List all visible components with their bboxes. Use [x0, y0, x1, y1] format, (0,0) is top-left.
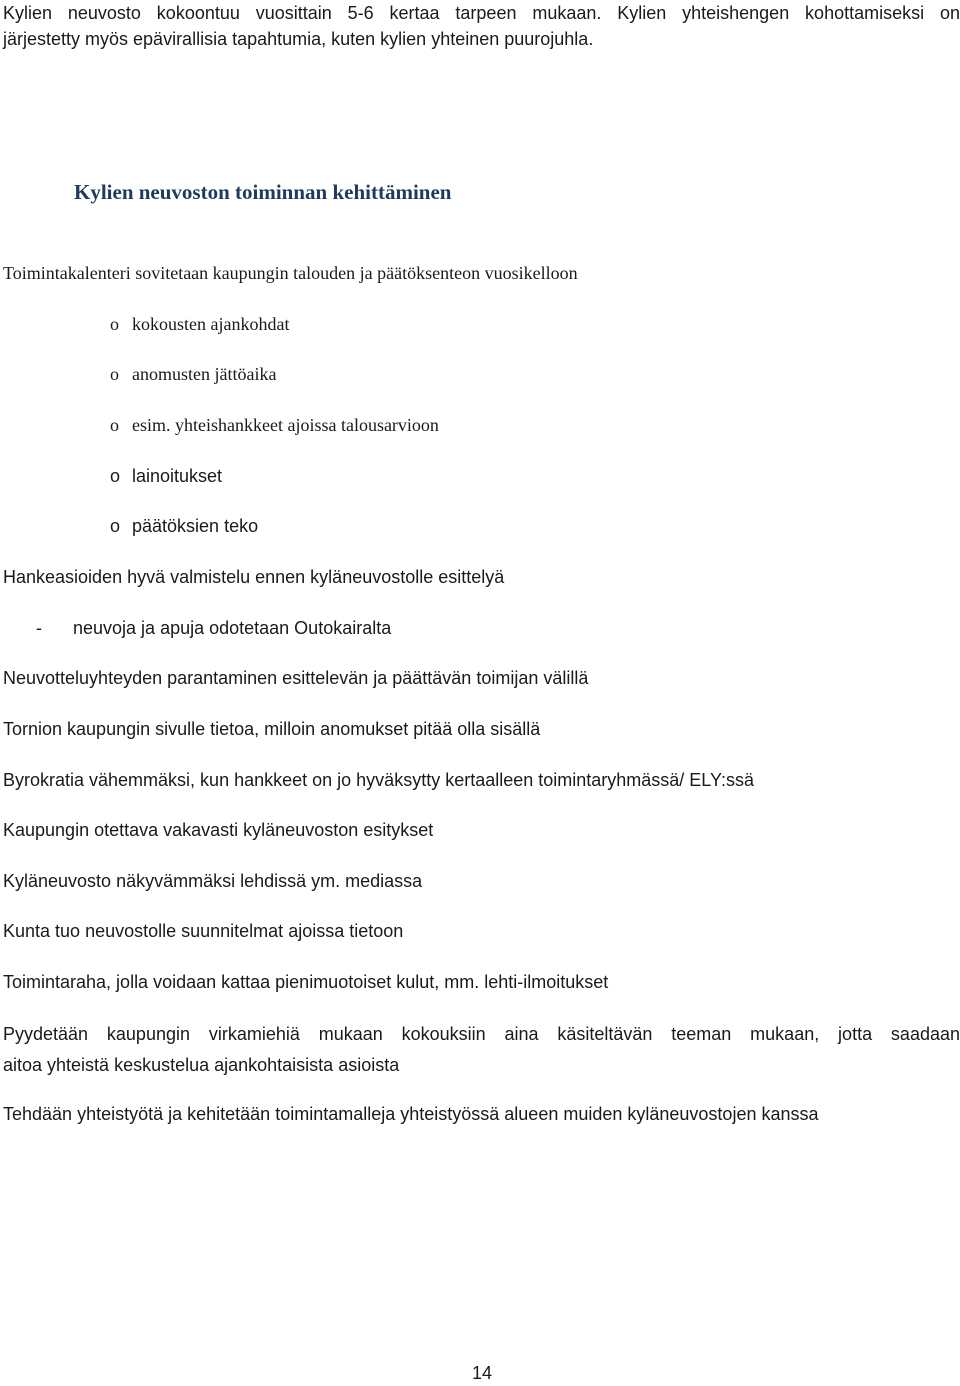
point-paragraph: Byrokratia vähemmäksi, kun hankkeet on jo hyväksytty kertaalleen toimintaryhmässä/ ELY:ssä — [3, 770, 755, 790]
calendar-list-item — [110, 361, 276, 387]
dash-marker: - — [36, 618, 42, 638]
list-item-text: anomusten jättöaika — [132, 364, 277, 384]
calendar-list-item — [110, 412, 439, 438]
calendar-list-item — [110, 311, 289, 337]
page-number: 14 — [471, 1363, 493, 1383]
invite-line-1: Pyydetään kaupungin virkamiehiä mukaan kokouksiin aina käsiteltävän teeman mukaan, jotta saadaan — [3, 1024, 960, 1044]
point-paragraph: Toimintaraha, jolla voidaan kattaa pienimuotoiset kulut, mm. lehti-ilmoitukset — [3, 972, 609, 992]
calendar-list-item — [110, 513, 258, 539]
calendar-list-item — [110, 463, 222, 489]
point-paragraph: Neuvotteluyhteyden parantaminen esittelevän ja päättävän toimijan välillä — [3, 668, 589, 688]
cooperation-paragraph: Tehdään yhteistyötä ja kehitetään toimintamalleja yhteistyössä alueen muiden kyläneuvostojen kanssa — [3, 1104, 819, 1124]
point-paragraph: Tornion kaupungin sivulle tietoa, milloin anomukset pitää olla sisällä — [3, 719, 541, 739]
hanke-dash-item — [36, 615, 391, 641]
intro-line-2: järjestetty myös epävirallisia tapahtumia, kuten kylien yhteinen puurojuhla. — [3, 29, 594, 49]
point-paragraph: Kyläneuvosto näkyvämmäksi lehdissä ym. mediassa — [3, 871, 423, 891]
list-bullet: o — [110, 314, 119, 334]
invite-line-2: aitoa yhteistä keskustelua ajankohtaisista asioista — [3, 1055, 400, 1075]
list-bullet: o — [110, 364, 119, 384]
list-bullet: o — [110, 415, 119, 435]
hanke-paragraph: Hankeasioiden hyvä valmistelu ennen kyläneuvostolle esittelyä — [3, 567, 505, 587]
list-item-text: päätöksien teko — [132, 516, 259, 536]
list-item-text: esim. yhteishankkeet ajoissa talousarvioon — [132, 415, 439, 435]
list-bullet: o — [110, 516, 121, 536]
point-paragraph: Kunta tuo neuvostolle suunnitelmat ajoissa tietoon — [3, 921, 404, 941]
dash-item-text: neuvoja ja apuja odotetaan Outokairalta — [73, 618, 392, 638]
calendar-paragraph: Toimintakalenteri sovitetaan kaupungin talouden ja päätöksenteon vuosikelloon — [3, 263, 578, 283]
intro-paragraph — [3, 0, 960, 52]
invite-paragraph — [3, 1019, 960, 1081]
intro-line-1: Kylien neuvosto kokoontuu vuosittain 5-6 kertaa tarpeen mukaan. Kylien yhteishengen kohottamiseksi on — [3, 3, 960, 23]
list-item-text: kokousten ajankohdat — [132, 314, 290, 334]
list-item-text: lainoitukset — [132, 466, 223, 486]
list-bullet: o — [110, 466, 121, 486]
section-heading: Kylien neuvoston toiminnan kehittäminen — [74, 180, 452, 204]
point-paragraph: Kaupungin otettava vakavasti kyläneuvoston esitykset — [3, 820, 434, 840]
